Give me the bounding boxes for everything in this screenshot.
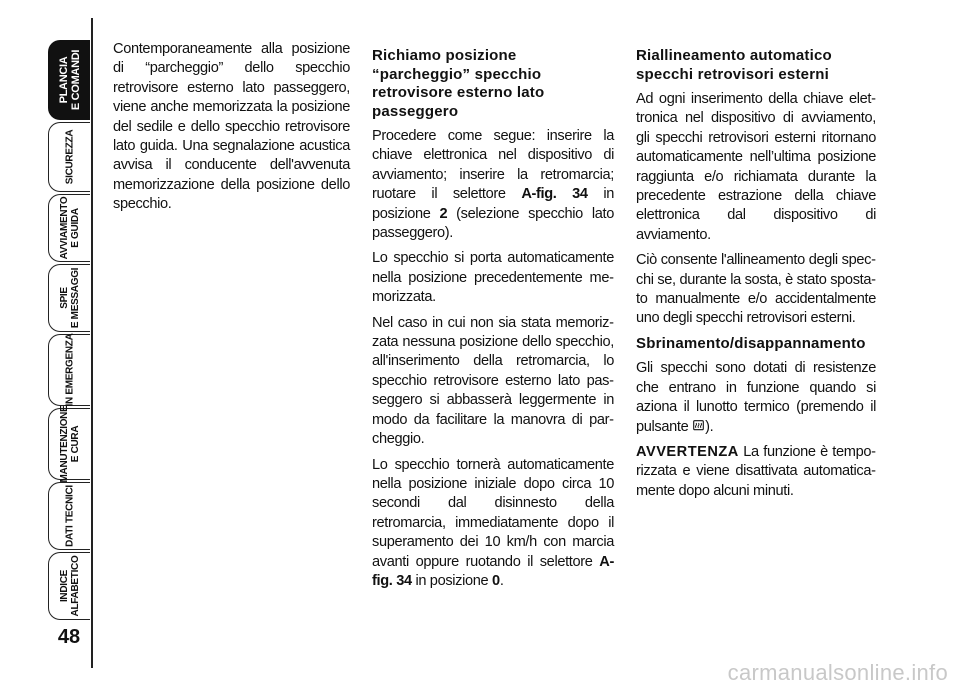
tab-label: IN EMERGENZA [64, 333, 75, 407]
column-1 [113, 40, 350, 221]
figure-reference: A-fig. 34 [521, 186, 588, 203]
tab-manutenzione-e-cura[interactable] [48, 405, 90, 483]
tab-label: MANUTENZIONE E CURA [58, 405, 81, 483]
tab-label: DATI TECNICI [64, 485, 75, 547]
column-2 [372, 40, 614, 597]
paragraph: Ciò consente l'allineamento degli specchi se, durante la sosta, è stato spostato manualmente e/o accidentalmente uno degli specchi retrovisori esterni. [636, 252, 876, 327]
text-run: in posizione [372, 186, 614, 222]
tab-indice-alfabetico[interactable] [48, 552, 90, 620]
section-heading-defrost: Sbrinamento/disappannamento [636, 334, 866, 352]
rear-window-defrost-icon [693, 420, 704, 432]
paragraph: Contemporaneamente alla posizione di “parcheggio” dello specchio retrovisore esterno lato passeggero, viene anche memorizzata la posizione del sedile e dello specchio retrovisore lato guida. Una segnalazione acustica avvisa il conducente dell'avvenuta memorizzazione della posizione dello specchio. [113, 41, 350, 213]
chapter-sidebar [0, 0, 98, 692]
tab-label: SICUREZZA [64, 129, 75, 185]
tab-plancia-e-comandi[interactable] [48, 40, 90, 120]
page-number: 48 [57, 626, 81, 648]
tab-avviamento-e-guida[interactable] [48, 194, 90, 262]
text-run: Procedere come segue: inserire la chiave elettronica nel dispositivo di avviamento; inserire la retromarcia; ruotare il selettore [372, 128, 614, 203]
paragraph [636, 443, 876, 501]
tab-label: INDICE ALFABETICO [58, 555, 81, 617]
paragraph: Lo specchio si porta automaticamente nella posizione precedentemente memorizzata. [372, 250, 614, 306]
text-run: . [499, 572, 504, 589]
paragraph [636, 359, 876, 437]
tab-label: PLANCIA E COMANDI [57, 49, 82, 111]
text-run: ). [705, 418, 714, 435]
position-value: 2 [439, 205, 448, 222]
sidebar-divider-line [91, 18, 93, 668]
text-run: Lo specchio tornerà automaticamente nella posizione iniziale dopo circa 10 secondi dal disinnesto della retromarcia, immediatamente dopo il superamento dei 10 km/h con marcia avanti oppure ruotando il selettore [372, 456, 614, 570]
paragraph: Ad ogni inserimento della chiave elettronica nel dispositivo di avviamento, gli specchi retrovisori esterni ritornano automaticamente nell’ultima posizione raggiunta e/o richiamata durante la precedente estrazione della chiave elettronica dal dispositivo di avviamento. [636, 91, 876, 243]
text-run: La funzione è temporizzata e viene disattivata automaticamente dopo alcuni minuti. [636, 444, 876, 499]
section-heading-parking-recall: Richiamo posizione “parcheggio” specchio retrovisore esterno lato passeggero [372, 47, 545, 120]
paragraph [372, 456, 614, 592]
figure-reference: A-fig. 34 [372, 553, 614, 589]
section-heading-realignment: Riallineamento automatico specchi retrovisori esterni [636, 47, 832, 83]
tab-spie-e-messaggi[interactable] [48, 264, 90, 332]
tab-dati-tecnici[interactable] [48, 482, 90, 550]
tab-sicurezza[interactable] [48, 122, 90, 192]
text-run: Gli specchi sono dotati di resistenze che entrano in funzione quando si aziona il lunotto termico (premendo il pulsante [636, 360, 876, 435]
position-value: 0 [492, 572, 500, 589]
column-3 [636, 40, 876, 507]
tab-label: AVVIAMENTO E GUIDA [58, 196, 81, 260]
text-run: in posizione [411, 572, 493, 589]
tab-label: SPIE E MESSAGGI [58, 267, 81, 329]
tab-in-emergenza[interactable] [48, 334, 90, 406]
warning-label: AVVERTENZA [636, 444, 739, 460]
paragraph: Nel caso in cui non sia stata memorizzata nessuna posizione dello specchio, all'inserimento della retromarcia, lo specchio retrovisore esterno lato passeggero si abbasserà leggermente in modo da facilitare la manovra di parcheggio. [372, 314, 614, 448]
paragraph [372, 127, 614, 243]
text-run: (selezione specchio lato passeggero). [372, 205, 614, 242]
watermark: carmanualsonline.info [727, 660, 948, 685]
